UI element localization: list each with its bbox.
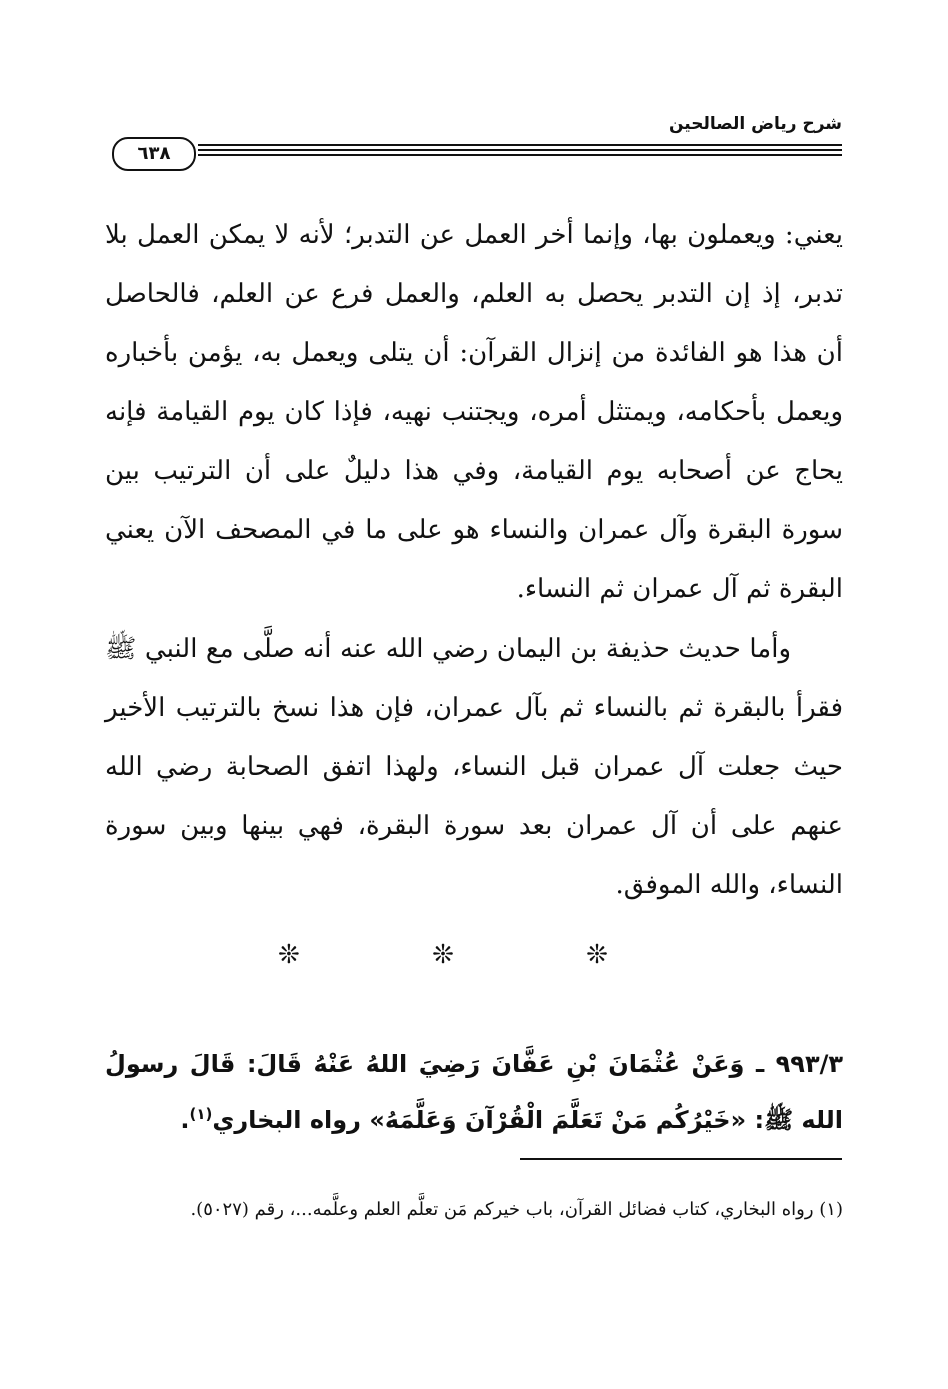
footnote-reference: (١) — [189, 1105, 213, 1123]
body-paragraph: وأما حديث حذيفة بن اليمان رضي الله عنه أنه صلَّى مع النبي ﷺ فقرأ بالبقرة ثم بالنساء ثم بآل عمران، فإن هذا نسخ بالترتيب الأخير حيث جعلت آل عمران قبل النساء، ولهذا اتفق الصحابة رضي الله عنهم على أن آل عمران بعد سورة البقرة، فهي بينها وبين سورة النساء، والله الموفق. — [105, 634, 843, 900]
header-rule — [112, 144, 842, 154]
footnote-divider — [520, 1158, 842, 1160]
hadith-text — [105, 1036, 843, 1148]
body-paragraph: يعني: ويعملون بها، وإنما أخر العمل عن التدبر؛ لأنه لا يمكن العمل بلا تدبر، إذ إن التدبر يحصل به العلم، والعمل فرع عن العلم، فالحاصل أن هذا هو الفائدة من إنزال القرآن: أن يتلى ويعمل به، يؤمن بأخباره ويعمل بأحكامه، ويمتثل أمره، ويجتنب نهيه، فإذا كان يوم القيامة فإنه يحاج عن أصحابه يوم القيامة، وفي هذا دليلٌ على أن الترتيب بين سورة البقرة وآل عمران والنساء هو على ما في المصحف الآن يعني البقرة ثم آل عمران ثم النساء. — [105, 220, 843, 604]
running-title: شرح رياض الصالحين — [668, 114, 842, 134]
page-header — [112, 108, 842, 172]
section-separator: ❊ ❊ ❊ — [278, 940, 670, 970]
footnote: (١) رواه البخاري، كتاب فضائل القرآن، باب خيركم مَن تعلَّم العلم وعلَّمه...، رقم (٥٠٢٧). — [190, 1199, 843, 1220]
page-number: ٦٣٨ — [112, 137, 196, 171]
hadith-body: ٩٩٣/٣ ـ وَعَنْ عُثْمَانَ بْنِ عَفَّانَ رَضِيَ اللهُ عَنْهُ قَالَ: قَالَ رسولُ الله ﷺ: «خَيْرُكُم مَنْ تَعَلَّمَ الْقُرْآنَ وَعَلَّمَهُ» رواه البخاري — [105, 1050, 843, 1134]
hadith-end: . — [180, 1106, 190, 1134]
